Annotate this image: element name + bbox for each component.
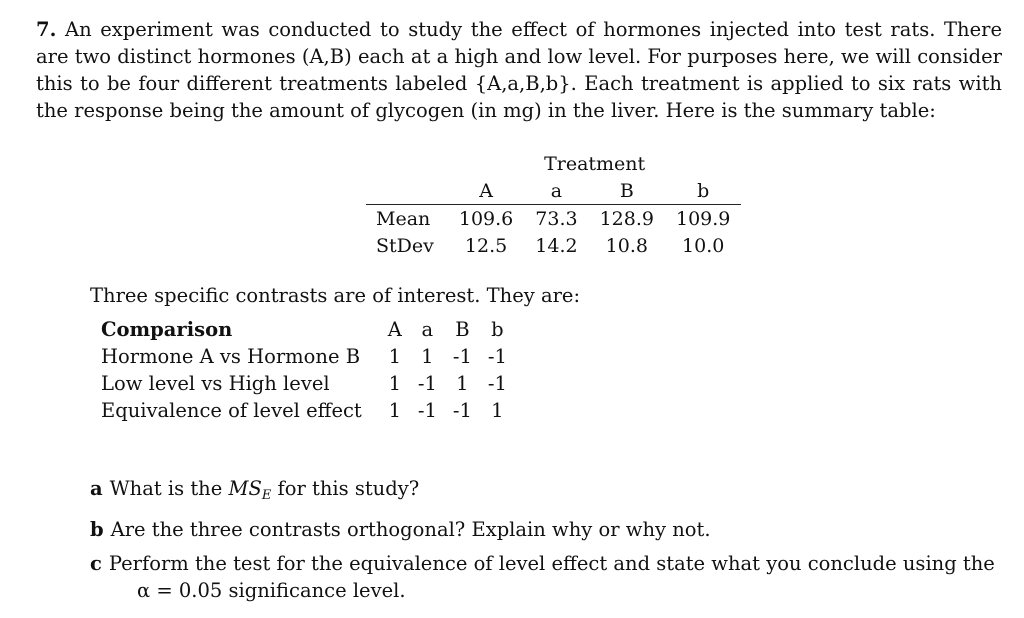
contrast-col-header: b — [491, 318, 504, 341]
comparison-header: Comparison — [101, 318, 233, 341]
table-cell: 14.2 — [535, 234, 578, 257]
contrast-label: Low level vs High level — [101, 372, 330, 395]
question-text: Are the three contrasts orthogonal? Explain why or why not. — [110, 518, 711, 541]
table-cell: -1 — [452, 345, 472, 368]
table-cell: 12.5 — [464, 234, 508, 257]
contrast-row — [101, 370, 515, 397]
summary-col-header: A — [448, 177, 524, 205]
summary-row-stdev — [366, 232, 741, 259]
question-text-line2: α = 0.05 significance level. — [137, 579, 406, 602]
summary-row-mean — [366, 205, 741, 233]
contrast-row — [101, 343, 515, 370]
contrasts-intro: Three specific contrasts are of interest. They are: — [90, 284, 581, 307]
question-text: for this study? — [271, 477, 420, 500]
question-c — [90, 550, 1002, 604]
summary-col-header: a — [524, 177, 588, 205]
questions-list — [90, 475, 1002, 611]
math-mse: MS — [228, 477, 262, 500]
table-cell: 1 — [388, 399, 402, 422]
problem-statement — [36, 16, 1002, 124]
table-cell: 109.9 — [676, 207, 731, 230]
treatment-header: Treatment — [544, 152, 646, 175]
problem-intro: An experiment was conducted to study the effect of hormones injected into test rats. There are two distinct hormones (A,B) each at a high and low level. For purposes here, we will consider this to be four different treatments labeled {A,a,B,b}. Each treatment is applied to six rats with the response being the amount of glycogen (in mg) in the liver. Here is the summary table: — [36, 18, 1002, 122]
question-letter: c — [90, 552, 102, 575]
row-label: Mean — [376, 207, 431, 230]
contrast-col-header: A — [387, 318, 402, 341]
contrast-label: Equivalence of level effect — [101, 399, 362, 422]
table-cell: 1 — [388, 372, 402, 395]
table-cell: 1 — [491, 399, 504, 422]
table-cell: 73.3 — [535, 207, 578, 230]
contrast-row — [101, 397, 515, 424]
table-cell: -1 — [417, 399, 437, 422]
table-cell: -1 — [487, 345, 507, 368]
problem-number: 7. — [36, 18, 57, 41]
math-subscript: E — [261, 488, 272, 503]
table-cell: 128.9 — [599, 207, 654, 230]
question-b — [90, 516, 1002, 543]
table-cell: -1 — [487, 372, 507, 395]
table-cell: 1 — [388, 345, 402, 368]
summary-col-header: b — [665, 177, 741, 205]
question-letter: a — [90, 477, 103, 500]
contrast-col-header: a — [421, 318, 434, 341]
table-cell: 10.8 — [605, 234, 648, 257]
question-text: Perform the test for the equivalence of level effect and state what you conclude using the — [108, 552, 995, 575]
question-text: What is the — [109, 477, 229, 500]
question-letter: b — [90, 518, 104, 541]
summary-col-header: B — [589, 177, 665, 205]
table-cell: 109.6 — [458, 207, 514, 230]
table-cell: -1 — [452, 399, 472, 422]
table-cell: -1 — [417, 372, 437, 395]
table-cell: 10.0 — [682, 234, 725, 257]
contrast-label: Hormone A vs Hormone B — [101, 345, 361, 368]
summary-table — [366, 150, 741, 259]
table-cell: 1 — [421, 345, 434, 368]
question-a — [90, 475, 1002, 509]
row-label: StDev — [376, 234, 434, 257]
contrasts-table — [101, 316, 515, 424]
table-cell: 1 — [456, 372, 469, 395]
contrast-col-header: B — [455, 318, 470, 341]
